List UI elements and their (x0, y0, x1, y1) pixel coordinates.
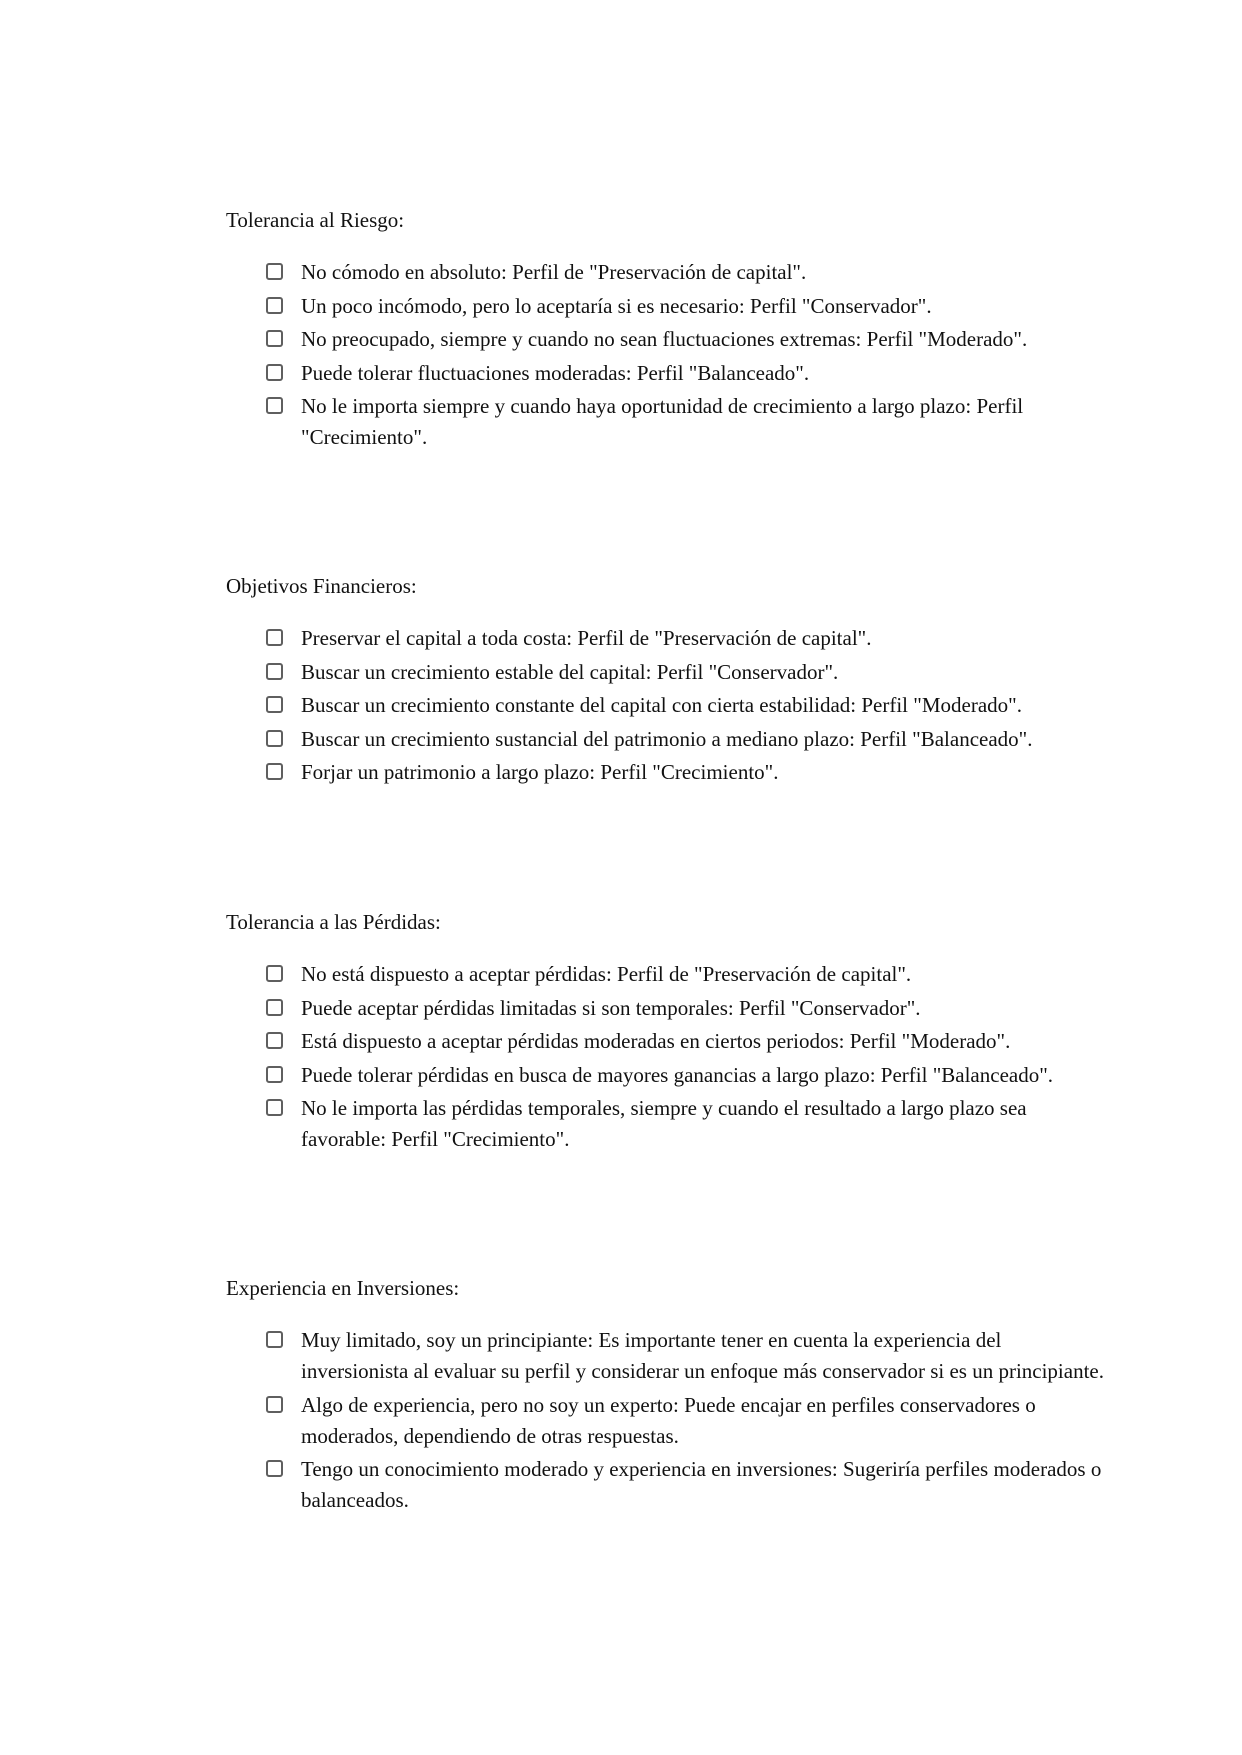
option-item[interactable] (266, 757, 1106, 788)
section-title: Tolerancia al Riesgo: (226, 208, 405, 232)
option-label: No le importa siempre y cuando haya oportunidad de crecimiento a largo plazo: Perfil "Crecimiento". (301, 394, 1024, 449)
option-label: Muy limitado, soy un principiante: Es importante tener en cuenta la experiencia del inversionista al evaluar su perfil y considerar un enfoque más conservador si es un principiante. (301, 1328, 1104, 1383)
checkbox-icon[interactable] (266, 1099, 283, 1116)
option-item[interactable] (266, 291, 1106, 322)
option-item[interactable] (266, 1093, 1106, 1155)
checkbox-icon[interactable] (266, 297, 283, 314)
section-title: Tolerancia a las Pérdidas: (226, 910, 441, 934)
option-label: No preocupado, siempre y cuando no sean fluctuaciones extremas: Perfil "Moderado". (301, 327, 1028, 351)
option-label: Tengo un conocimiento moderado y experiencia en inversiones: Sugeriría perfiles moderados o balanceados. (301, 1457, 1102, 1512)
option-label: Buscar un crecimiento estable del capital: Perfil "Conservador". (301, 659, 839, 684)
option-item[interactable] (266, 1325, 1106, 1387)
option-label: No está dispuesto a aceptar pérdidas: Perfil de "Preservación de capital". (301, 962, 912, 986)
checkbox-icon[interactable] (266, 763, 283, 780)
option-label: Preservar el capital a toda costa: Perfil de "Preservación de capital". (301, 626, 872, 650)
option-label: Está dispuesto a aceptar pérdidas moderadas en ciertos periodos: Perfil "Moderado". (301, 1029, 1011, 1053)
option-label: Forjar un patrimonio a largo plazo: Perfil "Crecimiento". (301, 760, 779, 784)
option-label: Puede aceptar pérdidas limitadas si son temporales: Perfil "Conservador". (301, 995, 921, 1020)
section-title: Objetivos Financieros: (226, 574, 417, 598)
option-item[interactable] (266, 257, 1106, 288)
section-tolerancia-riesgo (226, 205, 1106, 456)
checkbox-icon[interactable] (266, 663, 283, 680)
option-item[interactable] (266, 1454, 1106, 1516)
section-experiencia-inversiones (226, 1273, 1106, 1519)
option-item[interactable] (266, 623, 1106, 654)
option-label: No le importa las pérdidas temporales, siempre y cuando el resultado a largo plazo sea favorable: Perfil "Crecimiento". (301, 1096, 1027, 1151)
section-title: Experiencia en Inversiones: (226, 1276, 460, 1300)
option-label: Puede tolerar fluctuaciones moderadas: Perfil "Balanceado". (301, 360, 810, 385)
checkbox-icon[interactable] (266, 1066, 283, 1083)
checkbox-icon[interactable] (266, 730, 283, 747)
checkbox-icon[interactable] (266, 397, 283, 414)
option-item[interactable] (266, 657, 1106, 688)
option-label: Buscar un crecimiento sustancial del patrimonio a mediano plazo: Perfil "Balanceado". (301, 726, 1033, 751)
option-label: Un poco incómodo, pero lo aceptaría si es necesario: Perfil "Conservador". (301, 293, 932, 318)
option-label: Buscar un crecimiento constante del capital con cierta estabilidad: Perfil "Moderado". (301, 693, 1022, 717)
option-item[interactable] (266, 358, 1106, 389)
option-item[interactable] (266, 1060, 1106, 1091)
option-item[interactable] (266, 1390, 1106, 1452)
checkbox-icon[interactable] (266, 364, 283, 381)
checkbox-icon[interactable] (266, 1331, 283, 1348)
checkbox-icon[interactable] (266, 1460, 283, 1477)
section-tolerancia-perdidas (226, 907, 1106, 1158)
checkbox-icon[interactable] (266, 696, 283, 713)
section-objetivos-financieros (226, 571, 1106, 791)
checkbox-icon[interactable] (266, 1396, 283, 1413)
option-item[interactable] (266, 1026, 1106, 1057)
checkbox-icon[interactable] (266, 629, 283, 646)
checkbox-icon[interactable] (266, 965, 283, 982)
option-item[interactable] (266, 690, 1106, 721)
checkbox-icon[interactable] (266, 330, 283, 347)
options-list (226, 1325, 1106, 1516)
checkbox-icon[interactable] (266, 263, 283, 280)
option-item[interactable] (266, 724, 1106, 755)
option-label: Puede tolerar pérdidas en busca de mayores ganancias a largo plazo: Perfil "Balanceado". (301, 1062, 1054, 1087)
option-label: Algo de experiencia, pero no soy un experto: Puede encajar en perfiles conservadores o moderados, dependiendo de otras respuestas. (301, 1392, 1036, 1448)
options-list (226, 959, 1106, 1155)
option-item[interactable] (266, 324, 1106, 355)
option-item[interactable] (266, 959, 1106, 990)
checkbox-icon[interactable] (266, 999, 283, 1016)
option-item[interactable] (266, 993, 1106, 1024)
options-list (226, 257, 1106, 453)
options-list (226, 623, 1106, 788)
checkbox-icon[interactable] (266, 1032, 283, 1049)
option-item[interactable] (266, 391, 1106, 453)
option-label: No cómodo en absoluto: Perfil de "Preservación de capital". (301, 260, 807, 284)
